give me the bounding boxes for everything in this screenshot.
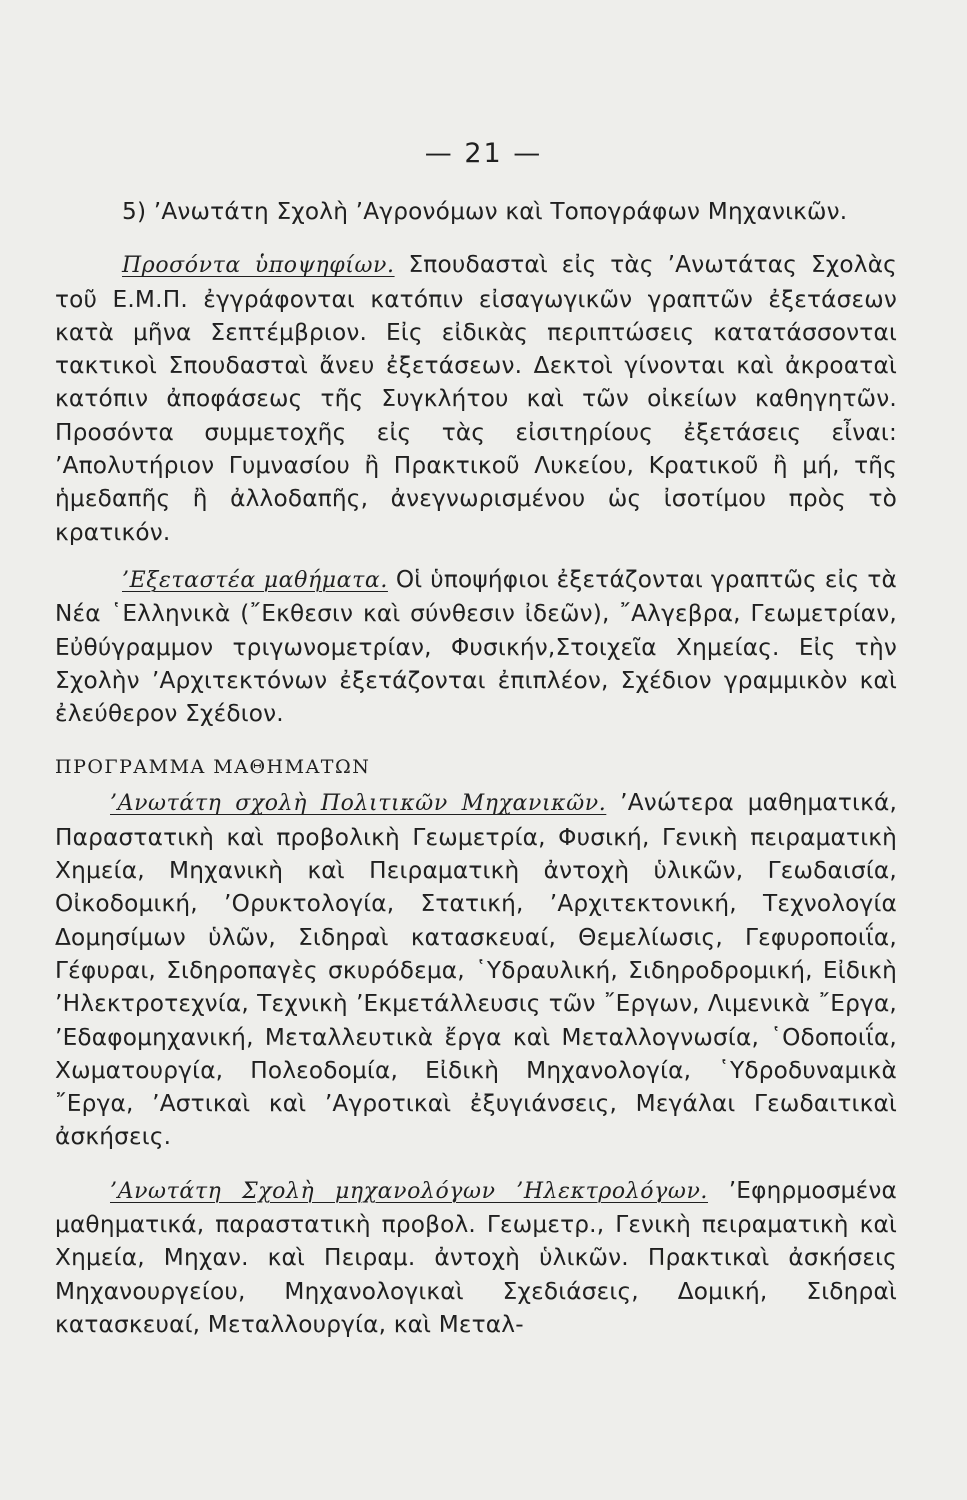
exam-subjects-text: Οἱ ὑποψήφιοι ἐξετάζονται γραπτῶς εἰς τὰ Νέα ῾Ελληνικὰ (῎Εκθεσιν καὶ σύνθεσιν ἰδεῶν), ῎Αλγεβρα, Γεωμετρίαν, Εὐθύγραμμον τριγωνομετρίαν, Φυσικήν,Στοιχεῖα Χημείας. Εἰς τὴν Σχολὴν ’Αρχιτεκτόνων ἐξετάζονται ἐπιπλέον, Σχέδιον γραμμικὸν καὶ ἐλεύθερον Σχέδιον. [55,565,897,728]
curriculum-heading: ΠΡΟΓΡΑΜΜΑ ΜΑΘΗΜΑΤΩΝ [55,756,371,779]
civil-engineering-text: ’Ανώτερα μαθηματικά, Παραστατικὴ καὶ προβολικὴ Γεωμετρία, Φυσική, Γενικὴ πειραματικὴ Χημεία, Μηχανικὴ καὶ Πειραματικὴ ἀντοχὴ ὑλικῶν, Γεωδαισία, Οἰκοδομική, ’Ορυκτολογία, Στατική, ’Αρχιτεκτονική, Τεχνολογία Δομησίμων ὑλῶν, Σιδηραὶ κατασκευαί, Θεμελίωσις, Γεφυροποιΐα, Γέφυραι, Σιδηροπαγὲς σκυρόδεμα, ῾Υδραυλική, Σιδηροδρομική, Εἰδικὴ ’Ηλεκτροτεχνία, Τεχνικὴ ’Εκμετάλλευσις τῶν ῎Εργων, Λιμενικὰ ῎Εργα, ’Εδαφομηχανική, Μεταλλευτικὰ ἔργα καὶ Μεταλλογνωσία, ῾Οδοποιΐα, Χωματουργία, Πολεοδομία, Εἰδικὴ Μηχανολογία, ῾Υδροδυναμικὰ ῎Εργα, ’Αστικαὶ καὶ ’Αγροτικαὶ ἐξυγιάνσεις, Μεγάλαι Γεωδαιτικαὶ ἀσκήσεις. [55,789,898,1151]
mech-elec-lead: ’Ανωτάτη Σχολὴ μηχανολόγων ’Ηλεκτρολόγων. [110,1178,709,1204]
page-body [55,195,897,1341]
mech-elec-text: ’Εφηρμοσμένα μαθηματικά, παραστατικὴ προβολ. Γεωμετρ., Γενικὴ πειραματικὴ καὶ Χημεία, Μηχαν. καὶ Πειραμ. ἀντοχὴ ὑλικῶν. Πρακτικαὶ ἀσκήσεις Μηχανουργείου, Μηχανολογικαὶ Σχεδιάσεις, Δομική, Σιδηραὶ κατασκευαί, Μεταλλουργία, καὶ Μεταλ- [55,1176,897,1338]
qualifications-text: Σπουδασταὶ εἰς τὰς ’Ανωτάτας Σχολὰς τοῦ Ε.Μ.Π. ἐγγράφονται κατόπιν εἰσαγωγικῶν γραπτῶν ἐξετάσεων κατὰ μῆνα Σεπτέμβριον. Εἰς εἰδικὰς περιπτώσεις κατατάσσονται τακτικοὶ Σπουδασταὶ ἄνευ ἐξετάσεων. Δεκτοὶ γίνονται καὶ ἀκροαταὶ κατόπιν ἀποφάσεως τῆς Συγκλήτου καὶ τῶν οἰκείων καθηγητῶν. Προσόντα συμμετοχῆς εἰς τὰς εἰσιτηρίους ἐξετάσεις εἶναι: ’Απολυτήριον Γυμνασίου ἢ Πρακτικοῦ Λυκείου, Κρατικοῦ ἢ μή, τῆς ἡμεδαπῆς ἢ ἀλλοδαπῆς, ἀνεγνωρισμένου ὡς ἰσοτίμου πρὸς τὸ κρατικόν. [55,251,897,546]
qualifications-paragraph [55,248,897,549]
qualifications-lead: Προσόντα ὑποψηφίων. [122,253,395,279]
exam-subjects-lead: ’Εξεταστέα μαθήματα. [122,567,388,593]
mech-elec-paragraph [55,1174,897,1341]
civil-engineering-paragraph [55,786,897,1153]
civil-engineering-lead: ’Ανωτάτη σχολὴ Πολιτικῶν Μηχανικῶν. [110,791,607,817]
exam-subjects-paragraph [55,563,897,730]
section-title: 5) ’Ανωτάτη Σχολὴ ’Αγρονόμων καὶ Τοπογράφων Μηχανικῶν. [122,198,848,225]
page-number: — 21 — [424,138,543,169]
